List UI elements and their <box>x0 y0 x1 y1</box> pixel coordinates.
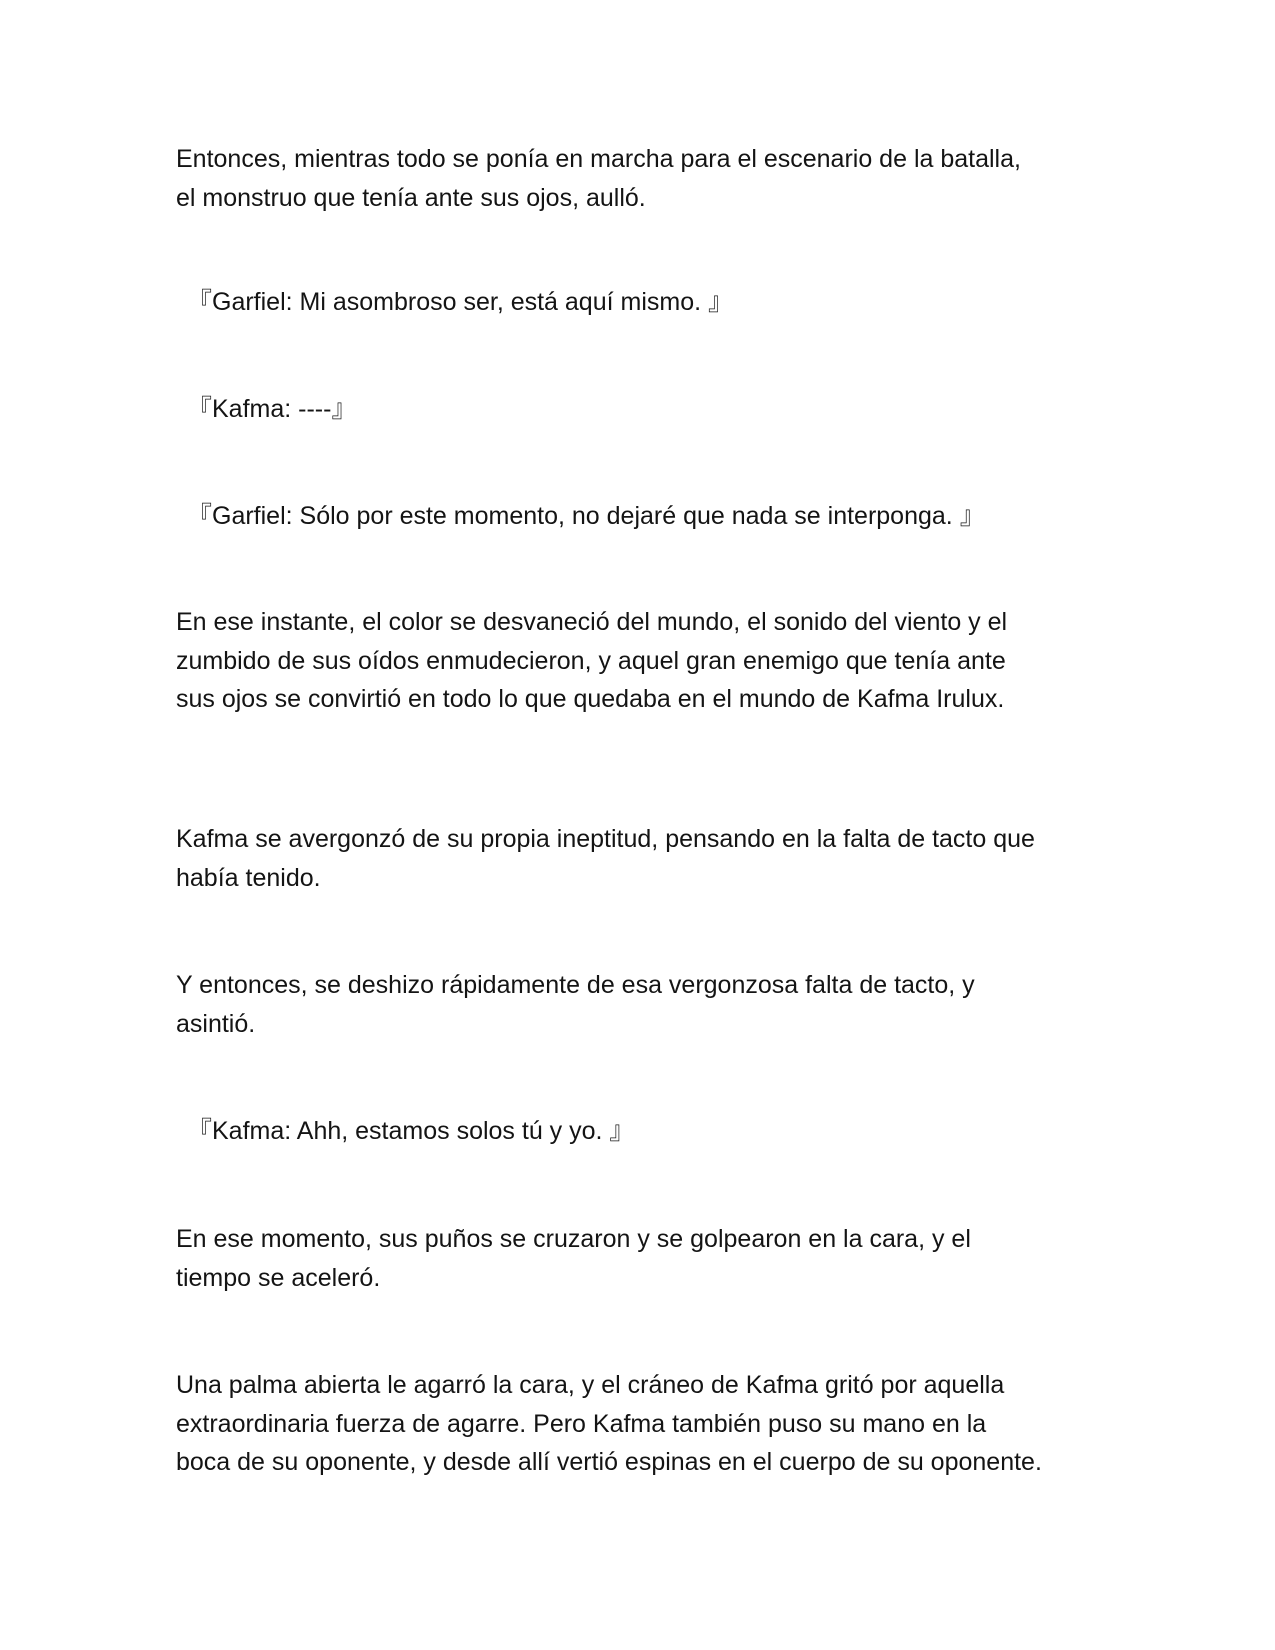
text-line: había tenido. <box>176 863 321 892</box>
text-line: En ese momento, sus puños se cruzaron y se golpearon en la cara, y el <box>176 1225 971 1253</box>
text-line: Una palma abierta le agarró la cara, y el cráneo de Kafma gritó por aquella <box>176 1371 1005 1399</box>
text-line: el monstruo que tenía ante sus ojos, aulló. <box>176 183 646 212</box>
text-line: En ese instante, el color se desvaneció del mundo, el sonido del viento y el <box>176 608 1008 636</box>
dialogue-garfiel-1 <box>187 283 1117 322</box>
text-line: tiempo se aceleró. <box>176 1263 381 1292</box>
text-line: Y entonces, se deshizo rápidamente de esa vergonzosa falta de tacto, y <box>176 971 975 999</box>
dialogue-garfiel-2 <box>187 497 1117 536</box>
text-line: boca de su oponente, y desde allí vertió espinas en el cuerpo de su oponente. <box>176 1448 1042 1476</box>
text-line: sus ojos se convirtió en todo lo que quedaba en el mundo de Kafma Irulux. <box>176 685 1005 713</box>
paragraph-1 <box>176 140 1106 217</box>
text-line: Kafma se avergonzó de su propia ineptitud, pensando en la falta de tacto que <box>176 825 1035 853</box>
dialogue-kafma-1 <box>187 390 1117 429</box>
text-line: zumbido de sus oídos enmudecieron, y aquel gran enemigo que tenía ante <box>176 646 1006 675</box>
text-line: extraordinaria fuerza de agarre. Pero Kafma también puso su mano en la <box>176 1409 987 1438</box>
text-line: 『Kafma: ----』 <box>187 395 357 423</box>
paragraph-5 <box>176 1220 1106 1297</box>
paragraph-3 <box>176 820 1106 897</box>
paragraph-6 <box>176 1366 1106 1482</box>
paragraph-4 <box>176 966 1106 1043</box>
text-line: asintió. <box>176 1009 256 1038</box>
paragraph-2 <box>176 603 1106 719</box>
text-line: 『Garfiel: Mi asombroso ser, está aquí mismo. 』 <box>187 288 734 316</box>
text-line: 『Kafma: Ahh, estamos solos tú y yo. 』 <box>187 1117 635 1145</box>
dialogue-kafma-2 <box>187 1112 1117 1151</box>
text-line: 『Garfiel: Sólo por este momento, no dejaré que nada se interponga. 』 <box>187 502 985 530</box>
text-line: Entonces, mientras todo se ponía en marcha para el escenario de la batalla, <box>176 145 1021 173</box>
